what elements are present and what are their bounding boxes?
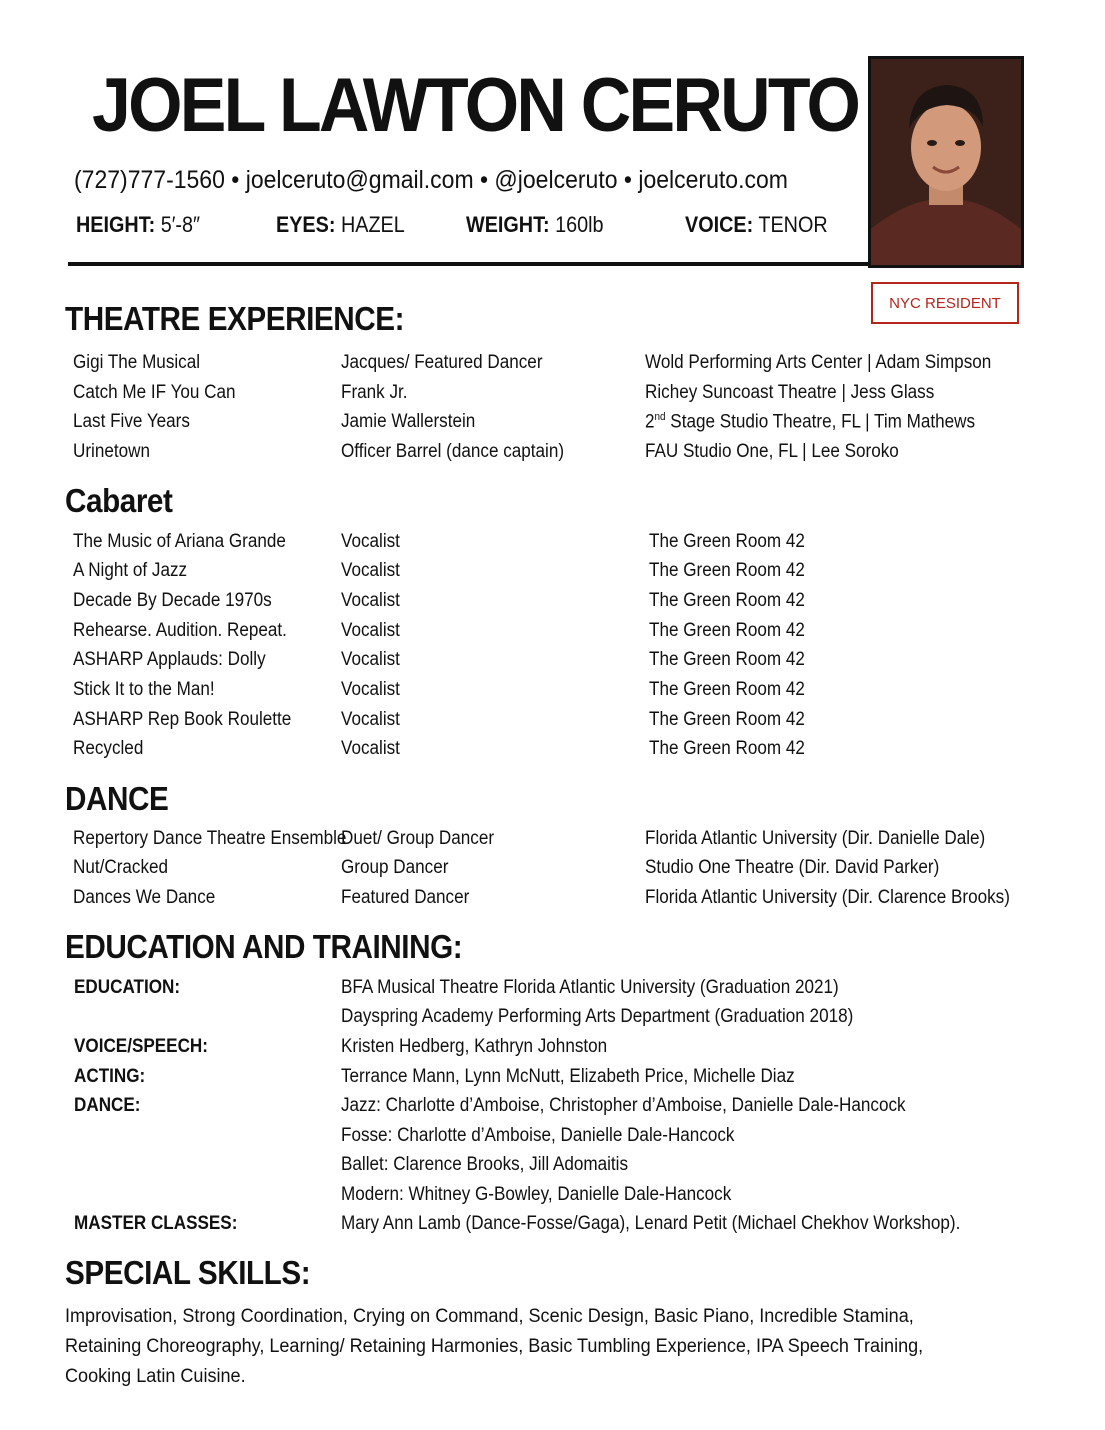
credit-role: Frank Jr.	[341, 382, 408, 403]
credit-title: Stick It to the Man!	[73, 679, 215, 700]
credit-venue: Richey Suncoast Theatre | Jess Glass	[645, 382, 935, 403]
credit-title: Urinetown	[73, 441, 150, 462]
credit-title: ASHARP Rep Book Roulette	[73, 709, 292, 730]
stat-eyes	[276, 212, 405, 238]
education-label: ACTING:	[74, 1066, 146, 1087]
education-detail: Dayspring Academy Performing Arts Department (Graduation 2018)	[341, 1006, 854, 1027]
education-detail: BFA Musical Theatre Florida Atlantic University (Graduation 2021)	[341, 977, 839, 998]
credit-venue: The Green Room 42	[649, 709, 805, 730]
credit-venue: Florida Atlantic University (Dir. Clarence Brooks)	[645, 887, 1010, 908]
credit-role: Vocalist	[341, 738, 400, 759]
credit-role: Duet/ Group Dancer	[341, 828, 495, 849]
credit-role: Vocalist	[341, 649, 400, 670]
education-label: MASTER CLASSES:	[74, 1213, 238, 1234]
credit-title: Recycled	[73, 738, 144, 759]
credit-title: Last Five Years	[73, 411, 190, 432]
credit-venue: The Green Room 42	[649, 738, 805, 759]
header-divider	[68, 262, 870, 266]
credit-role: Vocalist	[341, 620, 400, 641]
stat-label: HEIGHT:	[76, 212, 156, 237]
education-detail: Ballet: Clarence Brooks, Jill Adomaitis	[341, 1154, 629, 1175]
credit-title: ASHARP Applauds: Dolly	[73, 649, 266, 670]
credit-role: Vocalist	[341, 679, 400, 700]
credit-role: Vocalist	[341, 531, 400, 552]
stat-label: VOICE:	[685, 212, 754, 237]
credit-role: Jamie Wallerstein	[341, 411, 476, 432]
education-detail: Kristen Hedberg, Kathryn Johnston	[341, 1036, 608, 1057]
education-detail: Fosse: Charlotte d’Amboise, Danielle Dale-Hancock	[341, 1125, 735, 1146]
headshot-illustration	[871, 59, 1021, 265]
credit-venue: The Green Room 42	[649, 649, 805, 670]
stat-voice	[685, 212, 828, 238]
stat-label: WEIGHT:	[466, 212, 550, 237]
credit-venue: The Green Room 42	[649, 620, 805, 641]
credit-title: Catch Me IF You Can	[73, 382, 236, 403]
credit-venue: The Green Room 42	[649, 679, 805, 700]
credit-venue: Wold Performing Arts Center | Adam Simpson	[645, 352, 992, 373]
nyc-resident-badge: NYC RESIDENT	[871, 282, 1019, 324]
credit-venue: The Green Room 42	[649, 590, 805, 611]
credit-role: Vocalist	[341, 590, 400, 611]
education-detail: Mary Ann Lamb (Dance-Fosse/Gaga), Lenard Petit (Michael Chekhov Workshop).	[341, 1213, 961, 1234]
cabaret-heading: Cabaret	[65, 482, 173, 519]
stat-label: EYES:	[276, 212, 336, 237]
stat-weight	[466, 212, 604, 238]
stat-value: HAZEL	[340, 212, 405, 237]
credit-venue: FAU Studio One, FL | Lee Soroko	[645, 441, 899, 462]
credit-title: Repertory Dance Theatre Ensemble	[73, 828, 347, 849]
credit-role: Vocalist	[341, 560, 400, 581]
credit-title: Dances We Dance	[73, 887, 216, 908]
credit-role: Group Dancer	[341, 857, 449, 878]
credit-title: The Music of Ariana Grande	[73, 531, 286, 552]
skills-heading: SPECIAL SKILLS:	[65, 1254, 311, 1291]
credit-venue: 2nd Stage Studio Theatre, FL | Tim Mathews	[645, 411, 976, 433]
stat-value: 5′-8″	[160, 212, 201, 237]
credit-role: Jacques/ Featured Dancer	[341, 352, 543, 373]
education-label: EDUCATION:	[74, 977, 181, 998]
credit-title: Decade By Decade 1970s	[73, 590, 272, 611]
education-detail: Jazz: Charlotte d’Amboise, Christopher d’Amboise, Danielle Dale-Hancock	[341, 1095, 906, 1116]
credit-venue: The Green Room 42	[649, 560, 805, 581]
credit-role: Featured Dancer	[341, 887, 470, 908]
education-detail: Terrance Mann, Lynn McNutt, Elizabeth Price, Michelle Diaz	[341, 1066, 795, 1087]
dance-heading: DANCE	[65, 780, 169, 817]
education-label: VOICE/SPEECH:	[74, 1036, 208, 1057]
credit-venue: Studio One Theatre (Dir. David Parker)	[645, 857, 940, 878]
credit-role: Officer Barrel (dance captain)	[341, 441, 565, 462]
stat-value: 160lb	[555, 212, 604, 237]
skills-text: Improvisation, Strong Coordination, Crying on Command, Scenic Design, Basic Piano, Incredible Stamina, Retaining Choreography, Learning/ Retaining Harmonies, Basic Tumbling Experience, IPA Speech Training, Cooking Latin Cuisine.	[65, 1306, 924, 1387]
credit-title: Gigi The Musical	[73, 352, 201, 373]
theatre-heading: THEATRE EXPERIENCE:	[65, 300, 405, 337]
credit-title: A Night of Jazz	[73, 560, 188, 581]
education-label: DANCE:	[74, 1095, 141, 1116]
credit-venue: Florida Atlantic University (Dir. Danielle Dale)	[645, 828, 986, 849]
stat-height	[76, 212, 200, 238]
stat-value: TENOR	[758, 212, 828, 237]
credit-role: Vocalist	[341, 709, 400, 730]
credit-venue: The Green Room 42	[649, 531, 805, 552]
headshot-photo	[868, 56, 1024, 268]
credit-title: Nut/Cracked	[73, 857, 169, 878]
credit-title: Rehearse. Audition. Repeat.	[73, 620, 287, 641]
education-heading: EDUCATION AND TRAINING:	[65, 928, 463, 965]
resume-name: JOEL LAWTON CERUTO	[92, 63, 859, 148]
contact-line: (727)777-1560 • joelceruto@gmail.com • @joelceruto • joelceruto.com	[74, 166, 788, 194]
education-detail: Modern: Whitney G-Bowley, Danielle Dale-Hancock	[341, 1184, 732, 1205]
